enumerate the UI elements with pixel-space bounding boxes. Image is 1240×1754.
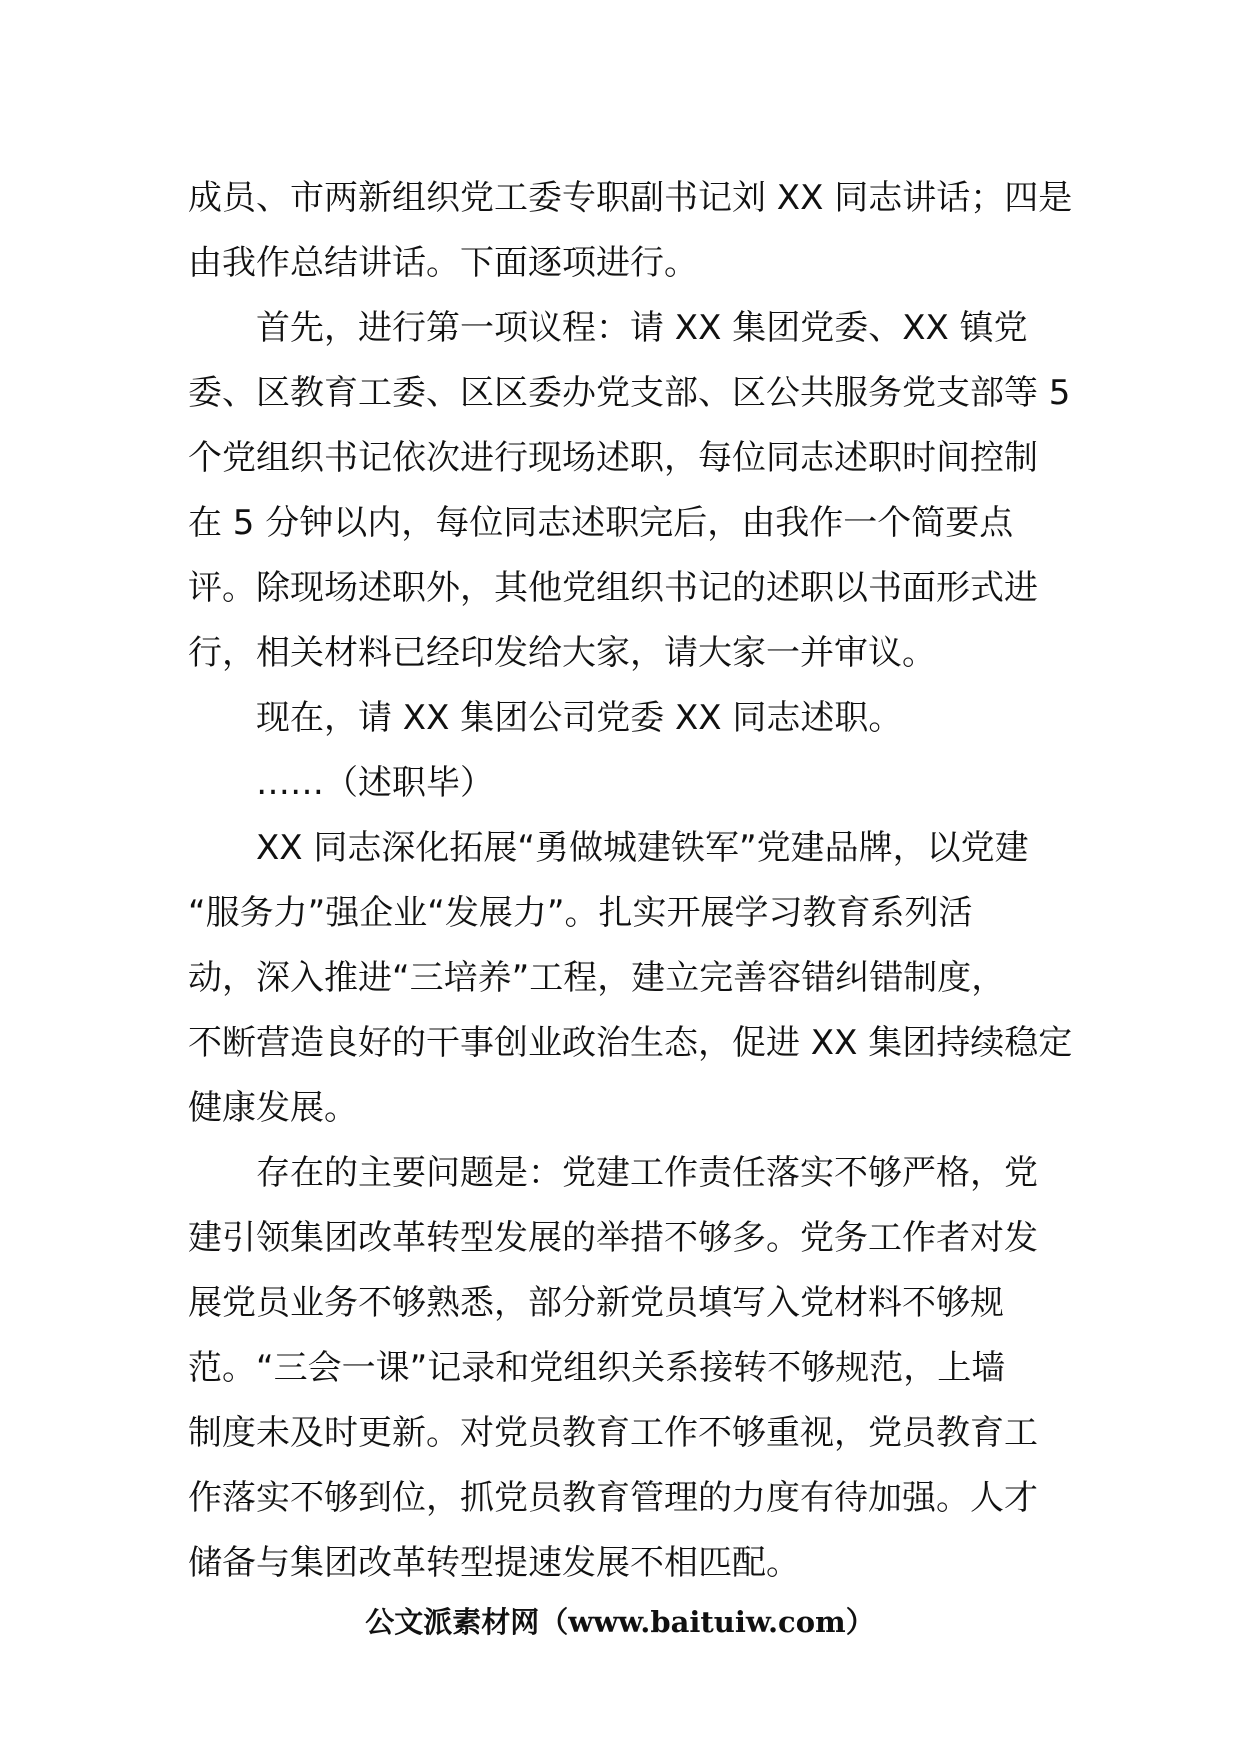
text-line: XX 同志深化拓展“勇做城建铁军”党建品牌，以党建 <box>256 828 1029 868</box>
text-line: 范。“三会一课”记录和党组织关系接转不够规范，上墙 <box>188 1348 1006 1388</box>
text-line: 展党员业务不够熟悉，部分新党员填写入党材料不够规 <box>188 1283 1004 1323</box>
text-line: 储备与集团改革转型提速发展不相匹配。 <box>188 1543 800 1583</box>
text-line: 行，相关材料已经印发给大家，请大家一并审议。 <box>188 633 936 673</box>
document-body <box>188 166 1073 1596</box>
text-line: 作落实不够到位，抓党员教育管理的力度有待加强。人才 <box>188 1478 1038 1518</box>
text-line: 由我作总结讲话。下面逐项进行。 <box>188 243 698 283</box>
text-line: ……（述职毕） <box>256 763 494 803</box>
text-line: 不断营造良好的干事创业政治生态，促进 XX 集团持续稳定 <box>188 1023 1073 1063</box>
footer-watermark: 公文派素材网（www.baituiw.com） <box>365 1605 875 1639</box>
text-line: 成员、市两新组织党工委专职副书记刘 XX 同志讲话；四是 <box>188 178 1073 218</box>
text-line: 个党组织书记依次进行现场述职，每位同志述职时间控制 <box>188 438 1038 478</box>
text-line: 健康发展。 <box>188 1088 358 1128</box>
text-line: “服务力”强企业“发展力”。扎实开展学习教育系列活 <box>188 893 973 933</box>
text-line: 存在的主要问题是：党建工作责任落实不够严格，党 <box>256 1153 1038 1193</box>
text-line: 在 5 分钟以内，每位同志述职完后，由我作一个简要点 <box>188 503 1014 543</box>
text-line: 评。除现场述职外，其他党组织书记的述职以书面形式进 <box>188 568 1038 608</box>
text-line: 现在，请 XX 集团公司党委 XX 同志述职。 <box>256 698 903 738</box>
text-line: 制度未及时更新。对党员教育工作不够重视，党员教育工 <box>188 1413 1038 1453</box>
text-line: 建引领集团改革转型发展的举措不够多。党务工作者对发 <box>188 1218 1038 1258</box>
text-line: 委、区教育工委、区区委办党支部、区公共服务党支部等 5 <box>188 373 1071 413</box>
text-line: 动，深入推进“三培养”工程，建立完善容错纠错制度， <box>188 958 1006 998</box>
text-line: 首先，进行第一项议程：请 XX 集团党委、XX 镇党 <box>256 308 1028 348</box>
